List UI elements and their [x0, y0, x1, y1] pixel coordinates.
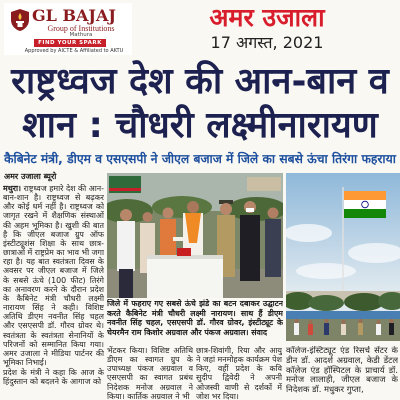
body-column-4: कॉलेज-इंस्टिट्यूट एंड रिसर्च सेंटर के डीन डॉ. आदर्श अग्रवाल, केडी डेंटल कॉलेज एंड हॉस्पिटल के प्राचार्य डॉ. मनोज लालाही, जीएल बजाज के निदेशक डॉ. मधुकर गुप्ता, — [286, 346, 398, 394]
crowd — [294, 319, 394, 335]
body-column-3: छात्र-शिवांगी, रिया और आयु ने जहां मनमोहक कार्यक्रम पेश किए, वहीं प्रदेश के कवि सुदीप द्विवेदी ने अपनी ओजस्वी वाणी से दर्शकों में जोश भर दिया। — [196, 346, 282, 400]
gl-bajaj-logo-block — [4, 3, 132, 55]
ceremony-photo — [107, 173, 283, 298]
brand-name: GL BAJAJ — [32, 7, 116, 25]
water-band — [286, 311, 400, 319]
byline: अमर उजाला ब्यूरो — [4, 172, 57, 181]
backdrop-building — [247, 177, 281, 191]
publication-date: 17 अगस्त, 2021 — [210, 33, 324, 52]
brand-subtitle: Group of Institutions — [47, 24, 115, 33]
headline-line-1: राष्ट्रध्वज देश की आन-बान व — [11, 61, 389, 102]
photo-caption: जिले में फहराए गए सबसे ऊंचे झंडे का बटन दबाकर उद्घाटन करते कैबिनेट मंत्री चौधरी लक्ष्मी नारायण। साथ हैं डीएम नवनीत सिंह चहल, एसएसपी डॉ. गौरव ग्रोवर, इंस्टीट्यूट के चेयरमैन राम किशोर अग्रवाल और पंकज अग्रवाल। संवाद — [107, 299, 283, 337]
body-text: राष्ट्रध्वज हमारे देश की आन-बान-शान है। राष्ट्रध्वज से बढ़कर और कोई धर्म नहीं है। राष्ट्रध्वज को जागृत रखने में शैक्षणिक संस्थाओं की अहम भूमिका है। खुशी की बात है कि जीएल बजाज ग्रुप ऑफ इंस्टीट्यूशंस शिक्षा के साथ छात्र-छात्राओं में राष्ट्रप्रेम का भाव भी जगा रहा है। यह बात स्वतंत्रता दिवस के अवसर पर जीएल बजाज में जिले के सबसे ऊंचे (100 फीट) तिरंगे का अनावरण करने के दौरान प्रदेश के कैबिनेट मंत्री चौधरी लक्ष्मी नारायण सिंह ने कही। विशिष्ट अतिथि डीएम नवनीत सिंह चहल और एसएसपी डॉ. गौरव ग्रोवर थे। स्वतंत्रता के स्वतंत्रता सेनानियों के परिजनों को सम्मानित किया गया। अमर उजाला ने मीडिया पार्टनर की भूमिका निभाई। — [3, 184, 104, 367]
newspaper-masthead: अमर उजाला — [209, 3, 325, 32]
headline-line-2: शान : चौधरी लक्ष्मीनारायण — [22, 105, 378, 146]
indian-flag — [344, 191, 386, 218]
inauguration-button-box — [177, 248, 191, 256]
body-column-1 — [3, 184, 104, 398]
body-column-2: भेंटकर किया। विशिष्ट अतिथि डीएम का स्वागत ग्रुप के उपाध्यक्ष पंकज अग्रवाल व एसएसपी का स्वागत प्रबंध निदेशक मनोज अग्रवाल ने किया। कार्तिक अग्रवाल ने भी — [107, 346, 193, 400]
tricolor-flag-photo — [286, 173, 400, 341]
brand-location: Mathura — [69, 32, 93, 38]
approval-note: Approved by AICTE & Affiliated to AKTU — [24, 48, 124, 54]
body-paragraph: प्रदेश के मंत्री ने कहा कि आज के हिंदुस्तान को बदलने के आगाज को — [3, 368, 104, 387]
person-white-shirt — [117, 209, 135, 298]
body-paragraph — [3, 184, 104, 367]
ceremony-table — [147, 255, 223, 298]
brand-tagline: FIND YOUR SPARK — [34, 39, 106, 47]
subheadline: कैबिनेट मंत्री, डीएम व एसएसपी ने जीएल बजाज में जिले का सबसे ऊंचा तिरंगा फहराया — [4, 152, 396, 166]
dateline: मथुरा। — [3, 184, 22, 193]
gl-bajaj-crest-icon — [10, 8, 30, 32]
